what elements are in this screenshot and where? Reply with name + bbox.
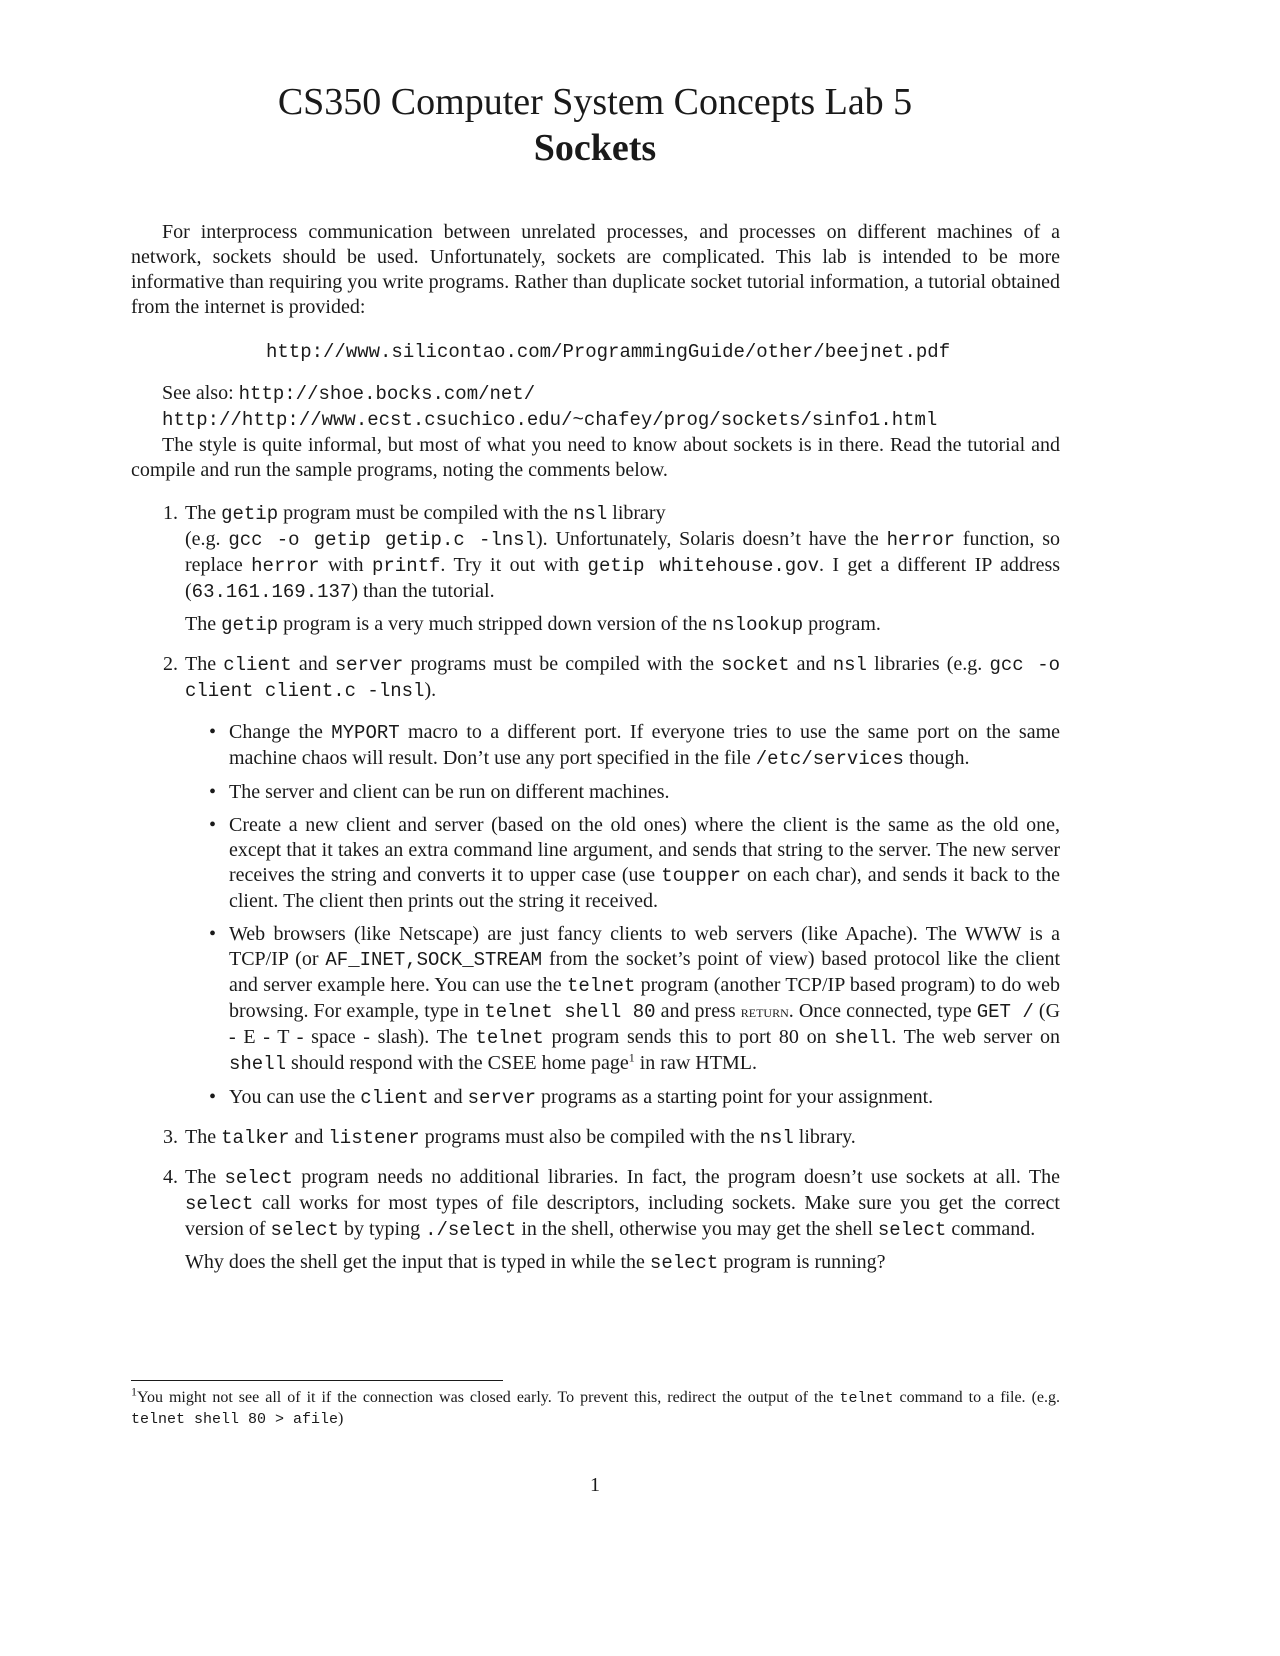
page-subtitle: Sockets [533, 127, 657, 169]
document-body [131, 220, 1060, 1290]
see-also-line-2 [131, 407, 1060, 433]
list-item: • You can use the client and server programs as a starting point for your assignment. [229, 1085, 1060, 1111]
see-also-link-1[interactable]: http://shoe.bocks.com/net/ [238, 383, 536, 405]
list-item-select: 4. The select program needs no additional libraries. In fact, the program doesn’t use sockets at all. The select call works for most types of file descriptors, including sockets. Make sure you get the correct version of select by typing ./select in the shell, otherwise you may get the shell select command. Why does the shell get the input that is typed in while the select program is running? [183, 1165, 1060, 1276]
list-item-client-server: 2. The client and server programs must be compiled with the socket and nsl libraries (e.g. gcc -o client client.c -lnsl). • Change the MYPORT macro to a different port. If everyone tries to use the same port on the same machine chaos will result. Don’t use any port specified in the file /etc/services though. • The server and client can be run on different machines. • Create a new client and server (based on the old ones) where the client is the same as the old one, except that it takes an extra command line argument, and sends that string to the server. The new server receives the string and converts it to upper case (use toupper on each char), and sends it back to the client. The client then prints out the string it received. • Web browsers (like Netscape) are just fancy clients to web servers (like Apache). The WWW is a TCP/IP (or AF_INET,SOCK_STREAM from the socket’s point of view) based protocol like the client and server example here. You can use the telnet program (another TCP/IP based program) to do web browsing. For example, type in telnet shell 80 and press return. Once connected, type GET / (G - E - T - space - slash). The telnet program sends this to port 80 on shell. The web server on shell should respond with the CSEE home page$^1$ in raw HTML. • You can use the client and server programs as a starting point for your assignment. [183, 652, 1060, 1111]
page-number: 1 [590, 1474, 600, 1496]
see-also-line: See also: http://shoe.bocks.com/net/ [162, 382, 536, 405]
list-item: • Web browsers (like Netscape) are just fancy clients to web servers (like Apache). The WWW is a TCP/IP (or AF_INET,SOCK_STREAM from the socket’s point of view) based protocol like the client and server example here. You can use the telnet program (another TCP/IP based program) to do web browsing. For example, type in telnet shell 80 and press return. Once connected, type GET / (G - E - T - space - slash). The telnet program sends this to port 80 on shell. The web server on shell should respond with the CSEE home page$^1$ in raw HTML. [229, 922, 1060, 1077]
intro-paragraph: For interprocess communication between unrelated processes, and processes on different machines of a network, sockets should be used. Unfortunately, sockets are complicated. This lab is intended to be more informative than requiring you write programs. Rather than duplicate socket tutorial information, a tutorial obtained from the internet is provided: [131, 221, 1060, 318]
see-also-link-2[interactable]: http://http://www.ecst.csuchico.edu/~chafey/prog/sockets/sinfo1.html [162, 409, 938, 431]
comments-list [131, 501, 1060, 1276]
footnote-marker: 1 [628, 1050, 635, 1065]
question: Why does the shell get the input that is typed in while the select program is running? [185, 1251, 886, 1274]
style-note: The style is quite informal, but most of what you need to know about sockets is in there. Read the tutorial and compile and run the sample programs, noting the comments below. [131, 434, 1060, 481]
footnote: $^1$You might not see all of it if the connection was closed early. To prevent this, redirect the output of the telnet command to a file. (e.g. telnet shell 80 > afile) [131, 1384, 1060, 1428]
list-item: • Create a new client and server (based on the old ones) where the client is the same as the old one, except that it takes an extra command line argument, and sends that string to the server. The new server receives the string and converts it to upper case (use toupper on each char), and sends it back to the client. The client then prints out the string it received. [229, 813, 1060, 914]
list-item-talker-listener: 3. The talker and listener programs must also be compiled with the nsl library. [183, 1125, 1060, 1151]
list-item: • Change the MYPORT macro to a different port. If everyone tries to use the same port on the same machine chaos will result. Don’t use any port specified in the file /etc/services though. [229, 720, 1060, 772]
page-title: CS350 Computer System Concepts Lab 5 [277, 81, 913, 123]
client-server-bullets [185, 720, 1060, 1111]
footnote-divider [131, 1380, 503, 1381]
list-item-getip: 1. The getip program must be compiled with the nsl library (e.g. gcc -o getip getip.c -lnsl). Unfortunately, Solaris doesn’t have the herror function, so replace herror with printf. Try it out with getip whitehouse.gov. I get a different IP address (63.161.169.137) than the tutorial. The getip program is a very much stripped down version of the nslookup program. [183, 501, 1060, 638]
tutorial-link[interactable]: http://www.silicontao.com/ProgrammingGuide/other/beejnet.pdf [266, 341, 951, 363]
list-item: • The server and client can be run on different machines. [229, 780, 1060, 805]
